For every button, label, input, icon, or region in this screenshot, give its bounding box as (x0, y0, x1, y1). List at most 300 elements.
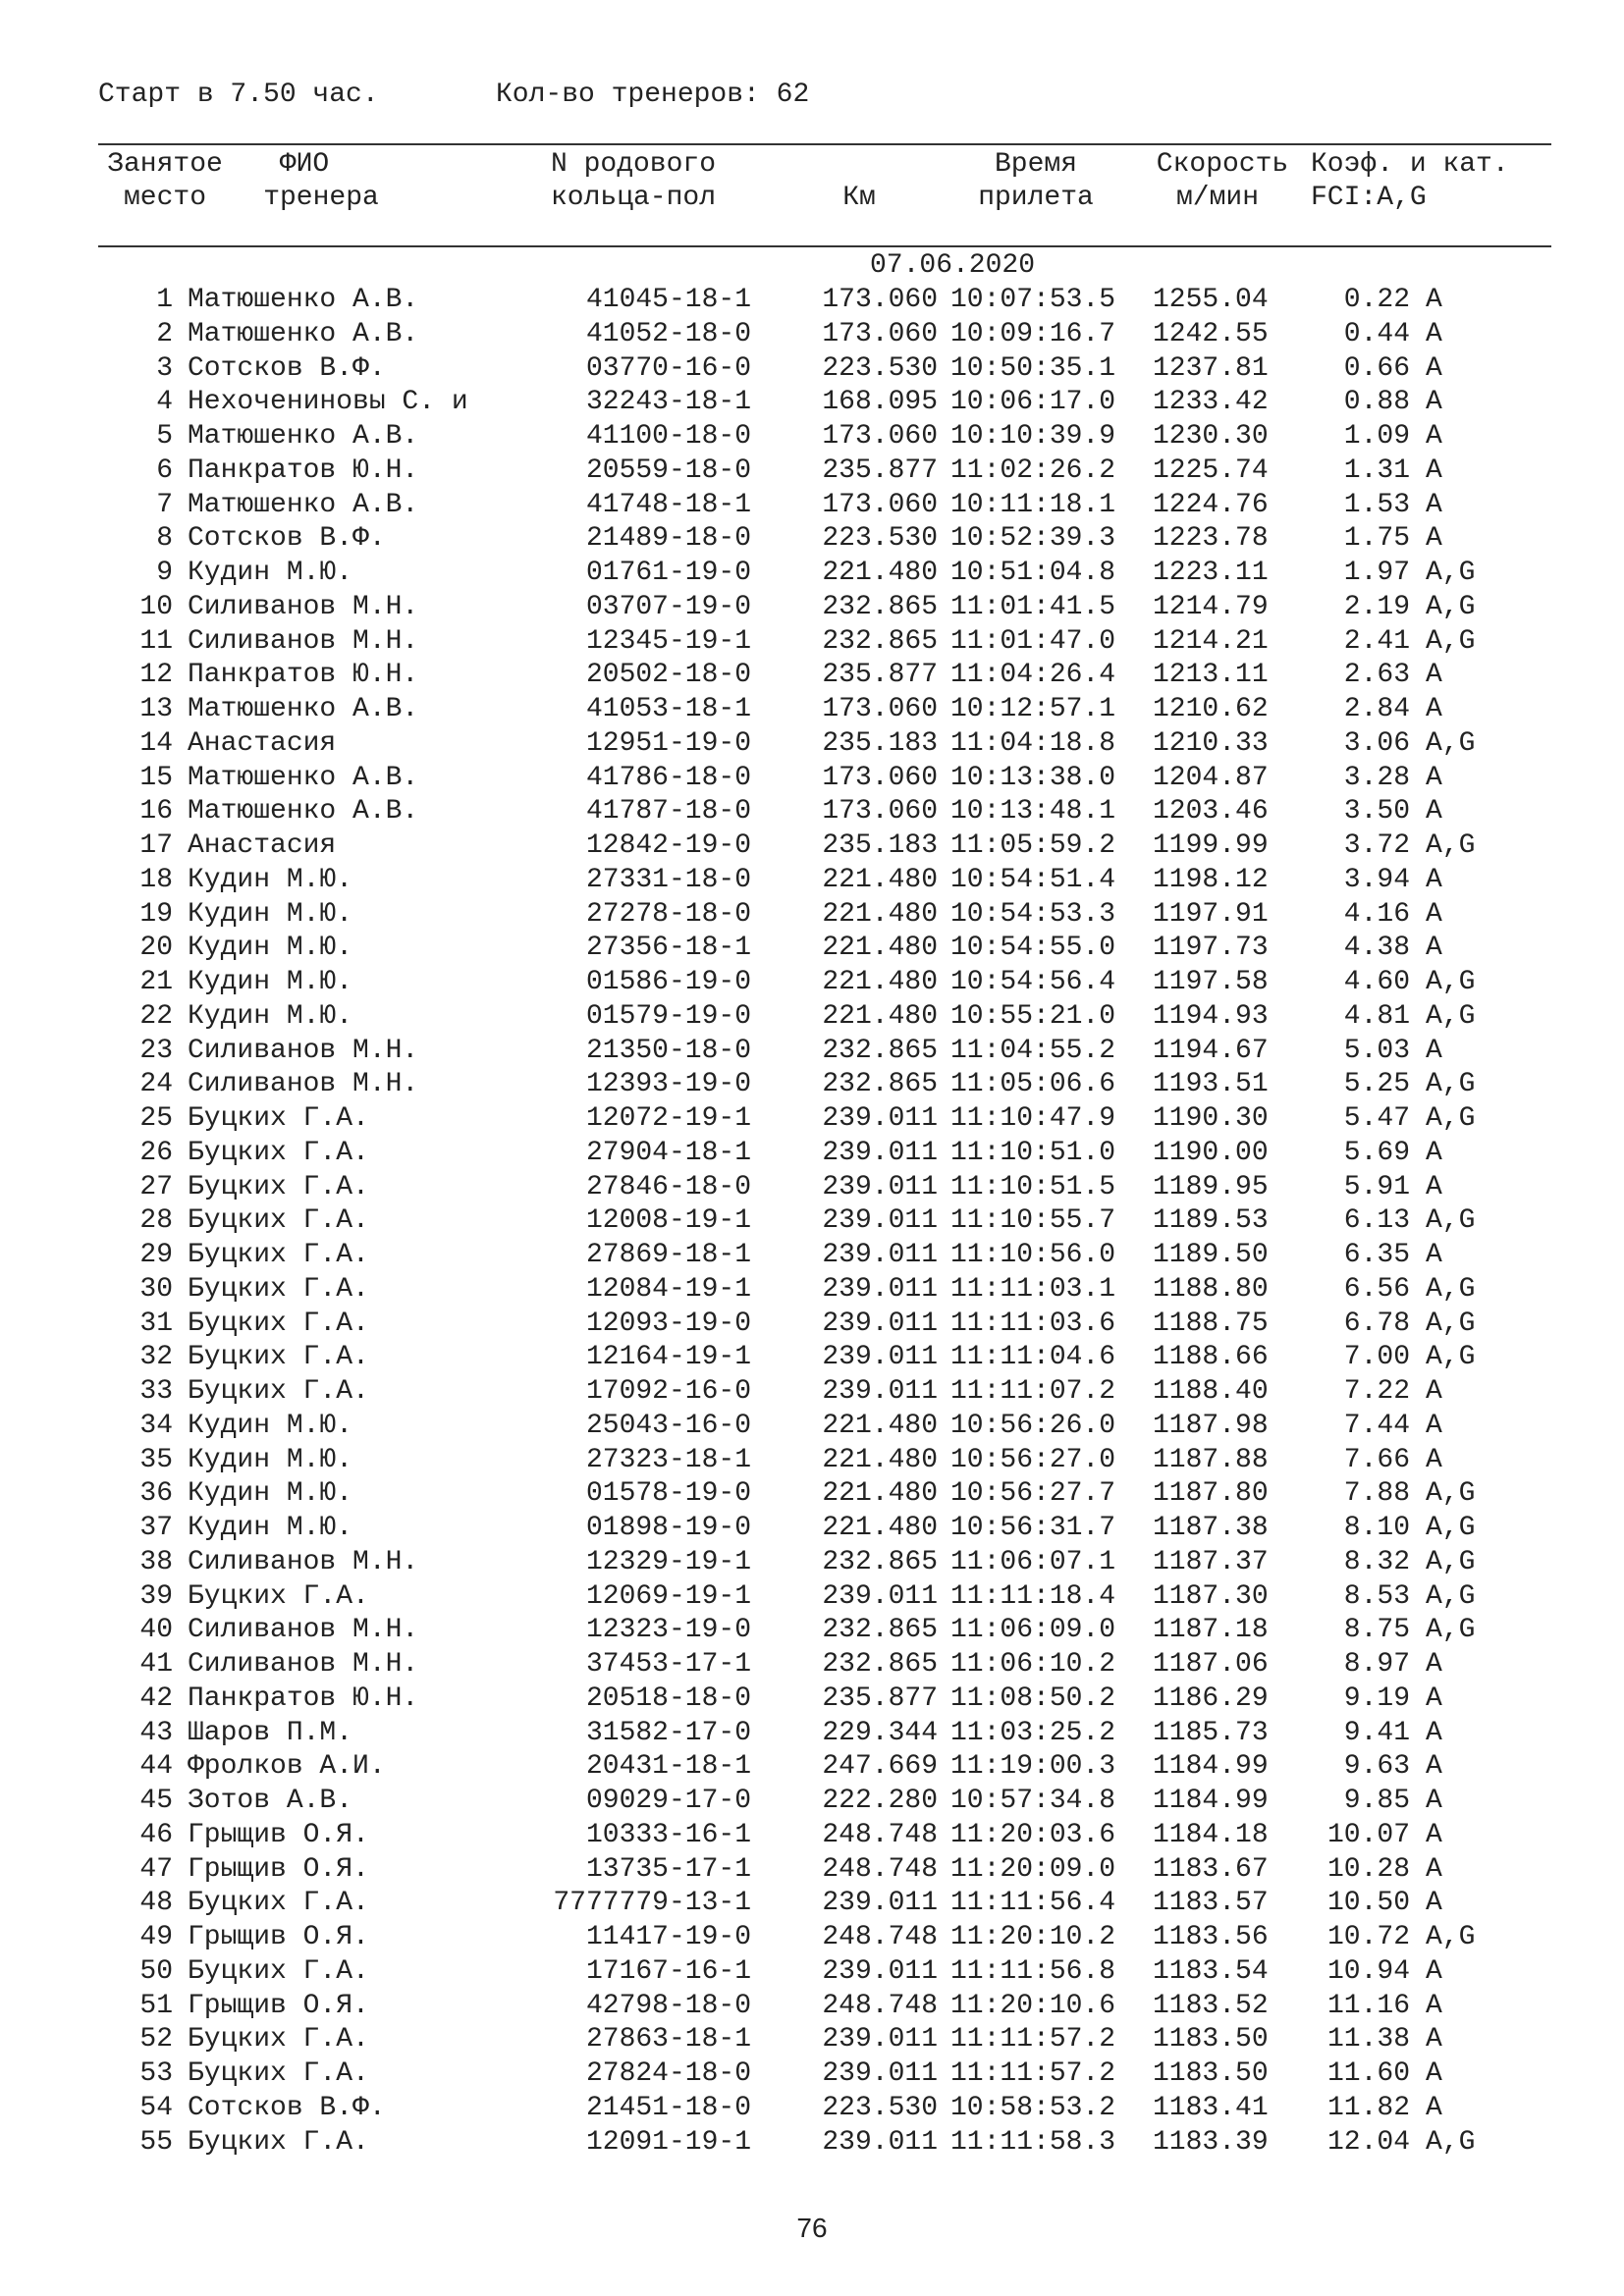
cell-place: 18 (139, 864, 173, 895)
cell-trainer-name: Грыщив О.Я. (188, 1819, 369, 1850)
trainer-count-text: Кол-во тренеров: 62 (496, 80, 810, 110)
race-date: 07.06.2020 (869, 250, 1036, 281)
cell-distance-km: 239.011 (822, 1205, 938, 1237)
cell-arrival-time: 10:09:16.7 (950, 318, 1116, 349)
cell-coefficient: 0.88 (1343, 387, 1410, 418)
cell-category: A (1426, 694, 1442, 724)
cell-distance-km: 239.011 (822, 1888, 938, 1919)
cell-distance-km: 223.530 (822, 352, 938, 384)
cell-arrival-time: 10:54:55.0 (950, 933, 1116, 964)
cell-place: 35 (139, 1444, 173, 1475)
cell-distance-km: 239.011 (822, 1376, 938, 1407)
cell-coefficient: 9.41 (1343, 1717, 1410, 1748)
cell-category: A,G (1426, 1513, 1476, 1543)
cell-category: A,G (1426, 1615, 1476, 1646)
cell-speed: 1188.75 (1153, 1308, 1269, 1339)
cell-place: 44 (139, 1751, 173, 1783)
cell-speed: 1187.38 (1153, 1513, 1269, 1543)
cell-trainer-name: Фролков А.И. (188, 1751, 386, 1783)
table-row (0, 1035, 1624, 1069)
col-header-coef-line2: FCI:A,G (1311, 183, 1427, 213)
cell-arrival-time: 11:11:18.4 (950, 1580, 1116, 1612)
cell-ring-number: 27846-18-0 (585, 1171, 751, 1202)
table-row (0, 1477, 1624, 1512)
cell-speed: 1223.78 (1153, 523, 1269, 555)
table-row (0, 522, 1624, 557)
cell-category: A (1426, 1240, 1442, 1270)
cell-distance-km: 221.480 (822, 1000, 938, 1032)
cell-distance-km: 232.865 (822, 1615, 938, 1646)
cell-ring-number: 27904-18-1 (585, 1137, 751, 1168)
cell-trainer-name: Анастасия (188, 727, 337, 759)
col-header-time-line2: прилета (978, 183, 1094, 213)
cell-coefficient: 1.75 (1343, 523, 1410, 555)
cell-coefficient: 3.06 (1343, 727, 1410, 759)
cell-arrival-time: 11:19:00.3 (950, 1751, 1116, 1783)
cell-distance-km: 239.011 (822, 1580, 938, 1612)
cell-coefficient: 10.07 (1326, 1819, 1410, 1850)
cell-distance-km: 248.748 (822, 1819, 938, 1850)
cell-trainer-name: Панкратов Ю.Н. (188, 1682, 419, 1714)
cell-trainer-name: Кудин М.Ю. (188, 933, 353, 964)
table-row (0, 829, 1624, 864)
cell-coefficient: 7.88 (1343, 1478, 1410, 1510)
cell-arrival-time: 11:20:03.6 (950, 1819, 1116, 1850)
cell-trainer-name: Матюшенко А.В. (188, 694, 419, 724)
cell-speed: 1183.50 (1153, 2024, 1269, 2056)
cell-speed: 1223.11 (1153, 558, 1269, 588)
cell-arrival-time: 11:03:25.2 (950, 1717, 1116, 1748)
cell-coefficient: 1.09 (1343, 421, 1410, 452)
cell-category: A,G (1426, 625, 1476, 657)
cell-place: 52 (139, 2024, 173, 2056)
cell-speed: 1197.91 (1153, 898, 1269, 930)
cell-speed: 1187.30 (1153, 1580, 1269, 1612)
col-header-km: Км (842, 183, 876, 213)
cell-ring-number: 42798-18-0 (585, 1990, 751, 2021)
cell-distance-km: 221.480 (822, 933, 938, 964)
table-row (0, 693, 1624, 727)
cell-ring-number: 01579-19-0 (585, 1000, 751, 1032)
cell-trainer-name: Матюшенко А.В. (188, 421, 419, 452)
cell-distance-km: 229.344 (822, 1717, 938, 1748)
cell-category: A,G (1426, 1308, 1476, 1339)
cell-trainer-name: Буцких Г.А. (188, 1137, 369, 1168)
cell-place: 51 (139, 1990, 173, 2021)
cell-distance-km: 221.480 (822, 1478, 938, 1510)
table-row (0, 454, 1624, 489)
cell-distance-km: 239.011 (822, 1308, 938, 1339)
cell-category: A (1426, 1376, 1442, 1407)
table-row (0, 1308, 1624, 1342)
cell-place: 5 (156, 421, 173, 452)
cell-category: A,G (1426, 1342, 1476, 1373)
cell-ring-number: 20559-18-0 (585, 454, 751, 486)
cell-category: A (1426, 454, 1442, 486)
cell-distance-km: 235.183 (822, 727, 938, 759)
cell-category: A,G (1426, 1000, 1476, 1032)
cell-arrival-time: 11:20:10.6 (950, 1990, 1116, 2021)
cell-ring-number: 27863-18-1 (585, 2024, 751, 2056)
cell-category: A,G (1426, 558, 1476, 588)
table-row (0, 1171, 1624, 1205)
cell-arrival-time: 11:01:47.0 (950, 625, 1116, 657)
start-time-text: Старт в 7.50 час. (98, 80, 379, 110)
cell-arrival-time: 11:11:03.6 (950, 1308, 1116, 1339)
table-row (0, 1990, 1624, 2024)
cell-speed: 1230.30 (1153, 421, 1269, 452)
cell-trainer-name: Сотсков В.Ф. (188, 352, 386, 384)
col-header-name-line2: тренера (263, 183, 379, 213)
cell-trainer-name: Кудин М.Ю. (188, 1478, 353, 1510)
cell-ring-number: 01898-19-0 (585, 1513, 751, 1543)
cell-speed: 1210.62 (1153, 694, 1269, 724)
cell-coefficient: 10.50 (1326, 1888, 1410, 1919)
col-header-coef-line1: Коэф. и кат. (1311, 149, 1509, 180)
cell-coefficient: 8.32 (1343, 1546, 1410, 1577)
cell-category: A,G (1426, 727, 1476, 759)
cell-speed: 1187.37 (1153, 1546, 1269, 1577)
cell-category: A (1426, 1819, 1442, 1850)
cell-category: A (1426, 1717, 1442, 1748)
cell-ring-number: 21451-18-0 (585, 2092, 751, 2123)
cell-place: 53 (139, 2058, 173, 2089)
cell-coefficient: 5.91 (1343, 1171, 1410, 1202)
cell-category: A (1426, 898, 1442, 930)
cell-trainer-name: Грыщив О.Я. (188, 1990, 369, 2021)
cell-category: A,G (1426, 967, 1476, 997)
cell-coefficient: 3.50 (1343, 796, 1410, 828)
cell-arrival-time: 10:07:53.5 (950, 285, 1116, 315)
cell-ring-number: 12323-19-0 (585, 1615, 751, 1646)
table-row (0, 1648, 1624, 1682)
cell-arrival-time: 11:20:10.2 (950, 1922, 1116, 1952)
cell-distance-km: 221.480 (822, 1513, 938, 1543)
cell-place: 1 (156, 285, 173, 315)
cell-place: 41 (139, 1649, 173, 1680)
cell-arrival-time: 11:11:04.6 (950, 1342, 1116, 1373)
cell-place: 37 (139, 1513, 173, 1543)
table-row (0, 1614, 1624, 1648)
cell-place: 2 (156, 318, 173, 349)
cell-place: 34 (139, 1410, 173, 1441)
cell-distance-km: 232.865 (822, 1649, 938, 1680)
col-header-speed-line1: Скорость (1156, 149, 1289, 180)
cell-speed: 1255.04 (1153, 285, 1269, 315)
cell-trainer-name: Буцких Г.А. (188, 1240, 369, 1270)
cell-speed: 1242.55 (1153, 318, 1269, 349)
cell-speed: 1194.93 (1153, 1000, 1269, 1032)
cell-ring-number: 20518-18-0 (585, 1682, 751, 1714)
col-header-time-line1: Время (994, 149, 1077, 180)
cell-coefficient: 10.28 (1326, 1853, 1410, 1885)
cell-category: A (1426, 285, 1442, 315)
cell-coefficient: 5.25 (1343, 1069, 1410, 1100)
cell-arrival-time: 11:02:26.2 (950, 454, 1116, 486)
cell-coefficient: 8.75 (1343, 1615, 1410, 1646)
cell-arrival-time: 11:01:41.5 (950, 591, 1116, 622)
cell-arrival-time: 11:10:55.7 (950, 1205, 1116, 1237)
cell-speed: 1210.33 (1153, 727, 1269, 759)
cell-ring-number: 12345-19-1 (585, 625, 751, 657)
cell-place: 26 (139, 1137, 173, 1168)
cell-category: A (1426, 1990, 1442, 2021)
table-row (0, 1410, 1624, 1444)
cell-speed: 1186.29 (1153, 1682, 1269, 1714)
cell-speed: 1190.00 (1153, 1137, 1269, 1168)
cell-coefficient: 9.85 (1343, 1786, 1410, 1816)
cell-place: 54 (139, 2092, 173, 2123)
cell-distance-km: 239.011 (822, 1137, 938, 1168)
cell-speed: 1185.73 (1153, 1717, 1269, 1748)
table-row (0, 1853, 1624, 1888)
cell-category: A (1426, 1888, 1442, 1919)
cell-trainer-name: Буцких Г.А. (188, 1205, 369, 1237)
cell-distance-km: 173.060 (822, 489, 938, 520)
cell-arrival-time: 11:04:18.8 (950, 727, 1116, 759)
cell-speed: 1187.80 (1153, 1478, 1269, 1510)
cell-distance-km: 248.748 (822, 1853, 938, 1885)
cell-place: 10 (139, 591, 173, 622)
cell-distance-km: 239.011 (822, 1171, 938, 1202)
cell-speed: 1198.12 (1153, 864, 1269, 895)
cell-category: A (1426, 489, 1442, 520)
table-row (0, 1921, 1624, 1955)
cell-speed: 1183.39 (1153, 2126, 1269, 2158)
table-row (0, 1887, 1624, 1921)
cell-category: A (1426, 352, 1442, 384)
cell-coefficient: 2.84 (1343, 694, 1410, 724)
cell-place: 7 (156, 489, 173, 520)
cell-ring-number: 03770-16-0 (585, 352, 751, 384)
cell-arrival-time: 10:54:56.4 (950, 967, 1116, 997)
cell-distance-km: 235.877 (822, 454, 938, 486)
cell-arrival-time: 10:56:26.0 (950, 1410, 1116, 1441)
cell-place: 22 (139, 1000, 173, 1032)
table-row (0, 1239, 1624, 1273)
cell-trainer-name: Кудин М.Ю. (188, 864, 353, 895)
cell-ring-number: 41100-18-0 (585, 421, 751, 452)
cell-ring-number: 12393-19-0 (585, 1069, 751, 1100)
cell-ring-number: 20431-18-1 (585, 1751, 751, 1783)
cell-place: 20 (139, 933, 173, 964)
cell-ring-number: 27278-18-0 (585, 898, 751, 930)
cell-ring-number: 17167-16-1 (585, 1955, 751, 1987)
cell-trainer-name: Буцких Г.А. (188, 1171, 369, 1202)
table-row (0, 864, 1624, 898)
cell-coefficient: 10.94 (1326, 1955, 1410, 1987)
results-table-body (0, 284, 1624, 2160)
table-row (0, 1819, 1624, 1853)
cell-ring-number: 37453-17-1 (585, 1649, 751, 1680)
cell-place: 11 (139, 625, 173, 657)
cell-trainer-name: Буцких Г.А. (188, 1376, 369, 1407)
cell-ring-number: 31582-17-0 (585, 1717, 751, 1748)
cell-ring-number: 17092-16-0 (585, 1376, 751, 1407)
cell-speed: 1189.50 (1153, 1240, 1269, 1270)
cell-speed: 1193.51 (1153, 1069, 1269, 1100)
table-row (0, 1512, 1624, 1546)
cell-arrival-time: 11:11:07.2 (950, 1376, 1116, 1407)
cell-category: A (1426, 660, 1442, 691)
table-row (0, 1580, 1624, 1615)
cell-speed: 1187.06 (1153, 1649, 1269, 1680)
cell-place: 27 (139, 1171, 173, 1202)
cell-speed: 1214.21 (1153, 625, 1269, 657)
cell-arrival-time: 11:20:09.0 (950, 1853, 1116, 1885)
cell-ring-number: 12093-19-0 (585, 1308, 751, 1339)
cell-arrival-time: 11:06:07.1 (950, 1546, 1116, 1577)
cell-speed: 1214.79 (1153, 591, 1269, 622)
table-row (0, 1785, 1624, 1819)
table-row (0, 1273, 1624, 1308)
cell-category: A (1426, 762, 1442, 793)
cell-arrival-time: 10:51:04.8 (950, 558, 1116, 588)
cell-category: A,G (1426, 1922, 1476, 1952)
cell-category: A (1426, 2092, 1442, 2123)
cell-trainer-name: Анастасия (188, 830, 337, 861)
cell-place: 33 (139, 1376, 173, 1407)
cell-distance-km: 173.060 (822, 694, 938, 724)
cell-distance-km: 239.011 (822, 1342, 938, 1373)
cell-trainer-name: Грыщив О.Я. (188, 1853, 369, 1885)
cell-trainer-name: Нехочениновы С. и (188, 387, 468, 418)
cell-category: A,G (1426, 1478, 1476, 1510)
cell-arrival-time: 11:11:56.4 (950, 1888, 1116, 1919)
cell-ring-number: 11417-19-0 (585, 1922, 751, 1952)
cell-ring-number: 01761-19-0 (585, 558, 751, 588)
cell-category: A (1426, 1786, 1442, 1816)
cell-coefficient: 4.38 (1343, 933, 1410, 964)
cell-distance-km: 173.060 (822, 762, 938, 793)
cell-trainer-name: Матюшенко А.В. (188, 796, 419, 828)
cell-place: 28 (139, 1205, 173, 1237)
cell-coefficient: 5.69 (1343, 1137, 1410, 1168)
cell-trainer-name: Кудин М.Ю. (188, 1444, 353, 1475)
table-row (0, 932, 1624, 966)
cell-ring-number: 20502-18-0 (585, 660, 751, 691)
cell-trainer-name: Зотов А.В. (188, 1786, 353, 1816)
table-row (0, 1341, 1624, 1375)
table-row (0, 591, 1624, 625)
cell-place: 29 (139, 1240, 173, 1270)
cell-distance-km: 221.480 (822, 558, 938, 588)
col-header-place-line2: место (123, 183, 206, 213)
cell-trainer-name: Силиванов М.Н. (188, 1615, 419, 1646)
cell-coefficient: 10.72 (1326, 1922, 1410, 1952)
cell-ring-number: 41787-18-0 (585, 796, 751, 828)
cell-place: 32 (139, 1342, 173, 1373)
cell-category: A (1426, 2058, 1442, 2089)
table-row (0, 489, 1624, 523)
cell-place: 31 (139, 1308, 173, 1339)
cell-place: 9 (156, 558, 173, 588)
cell-speed: 1213.11 (1153, 660, 1269, 691)
cell-coefficient: 9.63 (1343, 1751, 1410, 1783)
cell-arrival-time: 10:56:27.7 (950, 1478, 1116, 1510)
cell-trainer-name: Шаров П.М. (188, 1717, 353, 1748)
cell-ring-number: 27824-18-0 (585, 2058, 751, 2089)
cell-arrival-time: 10:58:53.2 (950, 2092, 1116, 2123)
table-row (0, 2023, 1624, 2057)
cell-arrival-time: 11:05:06.6 (950, 1069, 1116, 1100)
cell-ring-number: 21489-18-0 (585, 523, 751, 555)
cell-speed: 1183.67 (1153, 1853, 1269, 1885)
cell-distance-km: 232.865 (822, 1035, 938, 1066)
cell-coefficient: 9.19 (1343, 1682, 1410, 1714)
cell-place: 39 (139, 1580, 173, 1612)
cell-coefficient: 11.82 (1326, 2092, 1410, 2123)
cell-ring-number: 27331-18-0 (585, 864, 751, 895)
cell-category: A,G (1426, 1580, 1476, 1612)
table-row (0, 386, 1624, 420)
cell-coefficient: 2.63 (1343, 660, 1410, 691)
cell-arrival-time: 11:11:56.8 (950, 1955, 1116, 1987)
cell-trainer-name: Силиванов М.Н. (188, 1546, 419, 1577)
cell-arrival-time: 11:10:47.9 (950, 1103, 1116, 1134)
cell-coefficient: 7.66 (1343, 1444, 1410, 1475)
cell-place: 12 (139, 660, 173, 691)
cell-coefficient: 0.44 (1343, 318, 1410, 349)
cell-ring-number: 12091-19-1 (585, 2126, 751, 2158)
cell-ring-number: 09029-17-0 (585, 1786, 751, 1816)
cell-trainer-name: Буцких Г.А. (188, 2058, 369, 2089)
col-header-place-line1: Занятое (107, 149, 223, 180)
cell-ring-number: 7777779-13-1 (553, 1888, 751, 1919)
cell-distance-km: 232.865 (822, 1069, 938, 1100)
cell-place: 19 (139, 898, 173, 930)
cell-place: 47 (139, 1853, 173, 1885)
cell-coefficient: 5.03 (1343, 1035, 1410, 1066)
cell-ring-number: 21350-18-0 (585, 1035, 751, 1066)
cell-place: 23 (139, 1035, 173, 1066)
cell-arrival-time: 11:06:09.0 (950, 1615, 1116, 1646)
cell-speed: 1184.18 (1153, 1819, 1269, 1850)
table-row (0, 1204, 1624, 1239)
cell-ring-number: 12164-19-1 (585, 1342, 751, 1373)
cell-speed: 1183.54 (1153, 1955, 1269, 1987)
table-row (0, 420, 1624, 454)
cell-speed: 1183.56 (1153, 1922, 1269, 1952)
cell-distance-km: 235.877 (822, 660, 938, 691)
cell-coefficient: 3.72 (1343, 830, 1410, 861)
cell-distance-km: 248.748 (822, 1990, 938, 2021)
col-header-name-line1: ФИО (279, 149, 330, 180)
cell-coefficient: 5.47 (1343, 1103, 1410, 1134)
cell-place: 4 (156, 387, 173, 418)
cell-place: 48 (139, 1888, 173, 1919)
cell-trainer-name: Буцких Г.А. (188, 1342, 369, 1373)
cell-distance-km: 232.865 (822, 591, 938, 622)
cell-arrival-time: 11:05:59.2 (950, 830, 1116, 861)
cell-category: A (1426, 387, 1442, 418)
cell-arrival-time: 10:57:34.8 (950, 1786, 1116, 1816)
cell-category: A,G (1426, 2126, 1476, 2158)
cell-category: A (1426, 1444, 1442, 1475)
cell-distance-km: 248.748 (822, 1922, 938, 1952)
cell-arrival-time: 11:06:10.2 (950, 1649, 1116, 1680)
cell-coefficient: 4.16 (1343, 898, 1410, 930)
cell-speed: 1188.40 (1153, 1376, 1269, 1407)
cell-place: 25 (139, 1103, 173, 1134)
table-row (0, 1102, 1624, 1137)
cell-place: 21 (139, 967, 173, 997)
cell-place: 24 (139, 1069, 173, 1100)
cell-distance-km: 239.011 (822, 1273, 938, 1305)
cell-arrival-time: 10:11:18.1 (950, 489, 1116, 520)
table-row (0, 1444, 1624, 1478)
cell-trainer-name: Кудин М.Ю. (188, 1513, 353, 1543)
